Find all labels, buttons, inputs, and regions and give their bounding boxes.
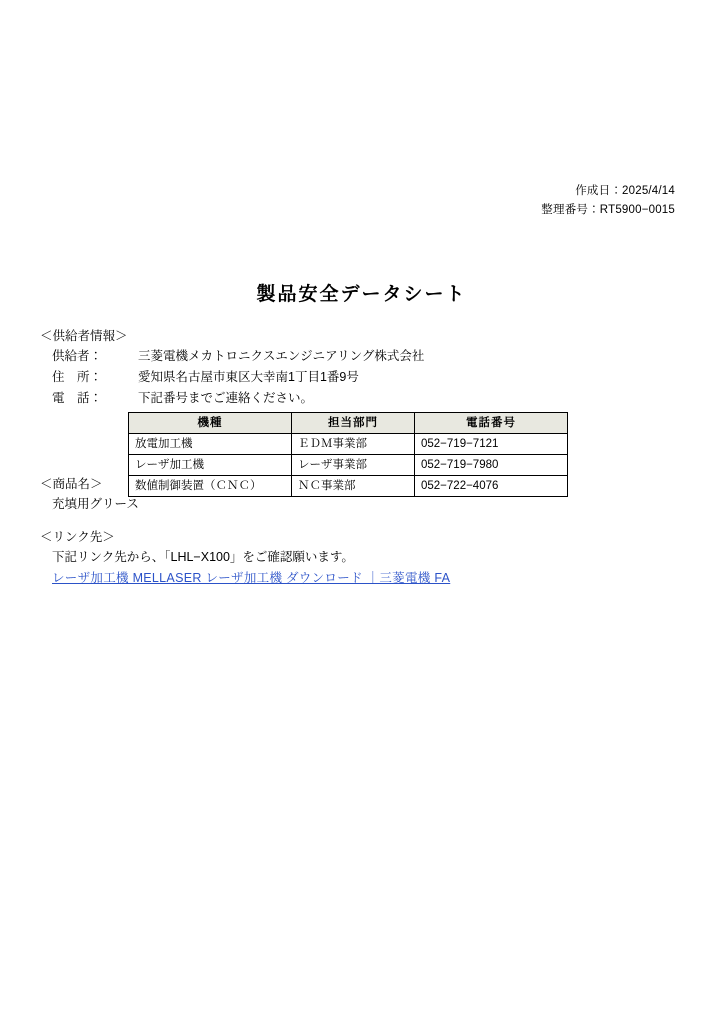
cell-department: ＥＤＭ事業部 — [292, 434, 415, 455]
page-title: 製品安全データシート — [256, 284, 467, 305]
cell-model: 数値制御装置（ＣＮＣ） — [129, 476, 292, 497]
supplier-phone-value: 下記番号までご連絡ください。 — [138, 391, 314, 405]
supplier-name-value: 三菱電機メカトロニクスエンジニアリング株式会社 — [138, 349, 425, 363]
supplier-row — [40, 388, 568, 409]
cell-department: レーザ事業部 — [292, 455, 415, 476]
link-section — [40, 527, 450, 589]
cell-model: 放電加工機 — [129, 434, 292, 455]
column-header-department: 担当部門 — [292, 413, 415, 434]
supplier-row — [40, 346, 568, 367]
supplier-details — [40, 346, 568, 409]
table-row — [129, 434, 568, 455]
link-instruction: 下記リンク先から、「LHL−X100」をご確認願います。 — [52, 550, 354, 564]
supplier-phone-label: 電 話： — [52, 391, 103, 405]
supplier-address-label: 住 所： — [52, 370, 103, 384]
link-line — [40, 568, 450, 589]
column-header-phone: 電話番号 — [415, 413, 568, 434]
supplier-name-label: 供給者： — [52, 349, 103, 363]
table-row — [129, 455, 568, 476]
supplier-section-heading: ＜供給者情報＞ — [40, 329, 128, 343]
created-date: 作成日：2025/4/14 — [575, 185, 675, 197]
table-header-row — [129, 413, 568, 434]
product-name: 充填用グリース — [52, 497, 139, 511]
document-header-meta — [541, 182, 675, 220]
cell-phone: 052−719−7121 — [415, 434, 568, 455]
cell-phone: 052−722−4076 — [415, 476, 568, 497]
supplier-section — [40, 326, 568, 497]
cell-model: レーザ加工機 — [129, 455, 292, 476]
product-section — [40, 474, 139, 515]
cell-phone: 052−719−7980 — [415, 455, 568, 476]
supplier-address-value: 愛知県名古屋市東区大幸南1丁目1番9号 — [138, 370, 359, 384]
supplier-row — [40, 367, 568, 388]
table-row — [129, 476, 568, 497]
contact-table — [128, 412, 568, 497]
cell-department: ＮＣ事業部 — [292, 476, 415, 497]
control-number: 整理番号：RT5900−0015 — [541, 204, 675, 216]
link-section-heading: ＜リンク先＞ — [40, 530, 115, 544]
column-header-model: 機種 — [129, 413, 292, 434]
product-section-heading: ＜商品名＞ — [40, 477, 103, 491]
mellaser-download-link[interactable]: レーザ加工機 MELLASER レーザ加工機 ダウンロード ｜三菱電機 FA — [52, 571, 451, 585]
